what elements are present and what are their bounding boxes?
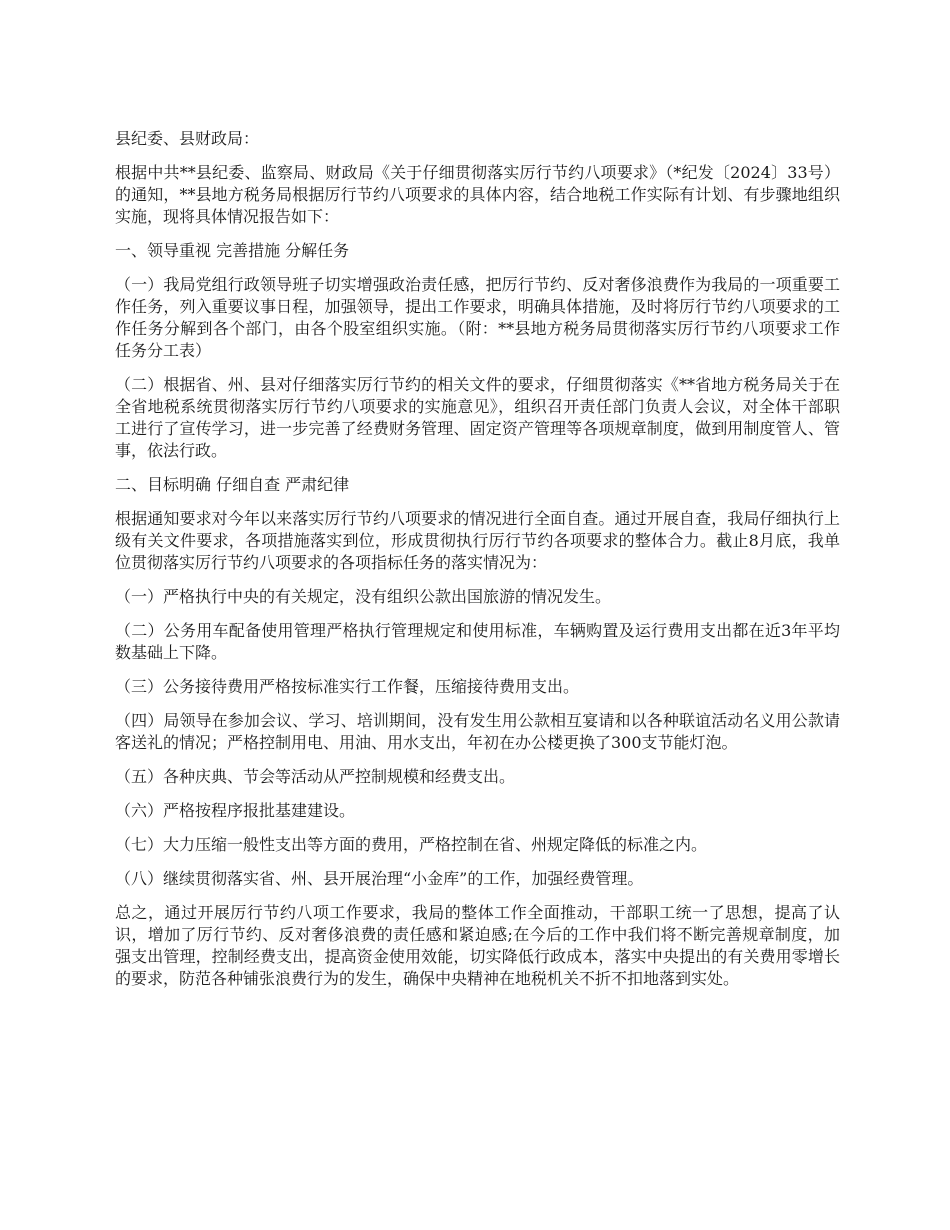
section-1-heading: 一、领导重视 完善措施 分解任务	[115, 241, 350, 260]
salutation: 县纪委、县财政局：	[115, 129, 260, 148]
section-2-item-5: （五）各种庆典、节会等活动从严控制规模和经费支出。	[115, 767, 516, 786]
section-2-heading: 二、目标明确 仔细自查 严肃纪律	[115, 475, 350, 494]
section-2-item-2: （二）公务用车配备使用管理严格执行管理规定和使用标准，车辆购置及运行费用支出都在近3年平均数基础上下降。	[115, 621, 840, 662]
section-2-item-4: （四）局领导在参加会议、学习、培训期间，没有发生用公款相互宴请和以各种联谊活动名义用公款请客送礼的情况；严格控制用电、用油、用水支出，年初在办公楼更换了300支节能灯泡。	[115, 711, 840, 752]
section-2-intro: 根据通知要求对今年以来落实厉行节约八项要求的情况进行全面自查。通过开展自查，我局仔细执行上级有关文件要求，各项措施落实到位，形成贯彻执行厉行节约各项要求的整体合力。截止8月底，我单位贯彻落实厉行节约八项要求的各项指标任务的落实情况为：	[115, 509, 840, 572]
section-2-item-7: （七）大力压缩一般性支出等方面的费用，严格控制在省、州规定降低的标准之内。	[115, 835, 708, 854]
section-2-item-6: （六）严格按程序报批基建建设。	[115, 801, 356, 820]
section-2-item-8: （八）继续贯彻落实省、州、县开展治理“小金库”的工作，加强经费管理。	[115, 869, 644, 888]
section-1-item-1: （一）我局党组行政领导班子切实增强政治责任感，把厉行节约、反对奢侈浪费作为我局的一项重要工作任务，列入重要议事日程，加强领导，提出工作要求，明确具体措施，及时将厉行节约八项要求的工作任务分解到各个部门，由各个股室组织实施。（附：**县地方税务局贯彻落实厉行节约八项要求工作任务分工表）	[115, 275, 840, 360]
conclusion-paragraph: 总之，通过开展厉行节约八项工作要求，我局的整体工作全面推动，干部职工统一了思想，提高了认识，增加了厉行节约、反对奢侈浪费的责任感和紧迫感;在今后的工作中我们将不断完善规章制度，加强支出管理，控制经费支出，提高资金使用效能，切实降低行政成本，落实中央提出的有关费用零增长的要求，防范各种铺张浪费行为的发生，确保中央精神在地税机关不折不扣地落到实处。	[115, 903, 840, 988]
intro-paragraph: 根据中共**县纪委、监察局、财政局《关于仔细贯彻落实厉行节约八项要求》（*纪发〔2024〕33号）的通知，**县地方税务局根据厉行节约八项要求的具体内容，结合地税工作实际有计划、有步骤地组织实施，现将具体情况报告如下：	[115, 163, 840, 226]
section-2-item-3: （三）公务接待费用严格按标准实行工作餐，压缩接待费用支出。	[115, 677, 580, 696]
section-1-item-2: （二）根据省、州、县对仔细落实厉行节约的相关文件的要求，仔细贯彻落实《**省地方税务局关于在全省地税系统贯彻落实厉行节约八项要求的实施意见》，组织召开责任部门负责人会议，对全体干部职工进行了宣传学习，进一步完善了经费财务管理、固定资产管理等各项规章制度，做到用制度管人、管事，依法行政。	[115, 375, 840, 460]
section-2-item-1: （一）严格执行中央的有关规定，没有组织公款出国旅游的情况发生。	[115, 587, 612, 606]
document-body	[115, 128, 840, 1002]
